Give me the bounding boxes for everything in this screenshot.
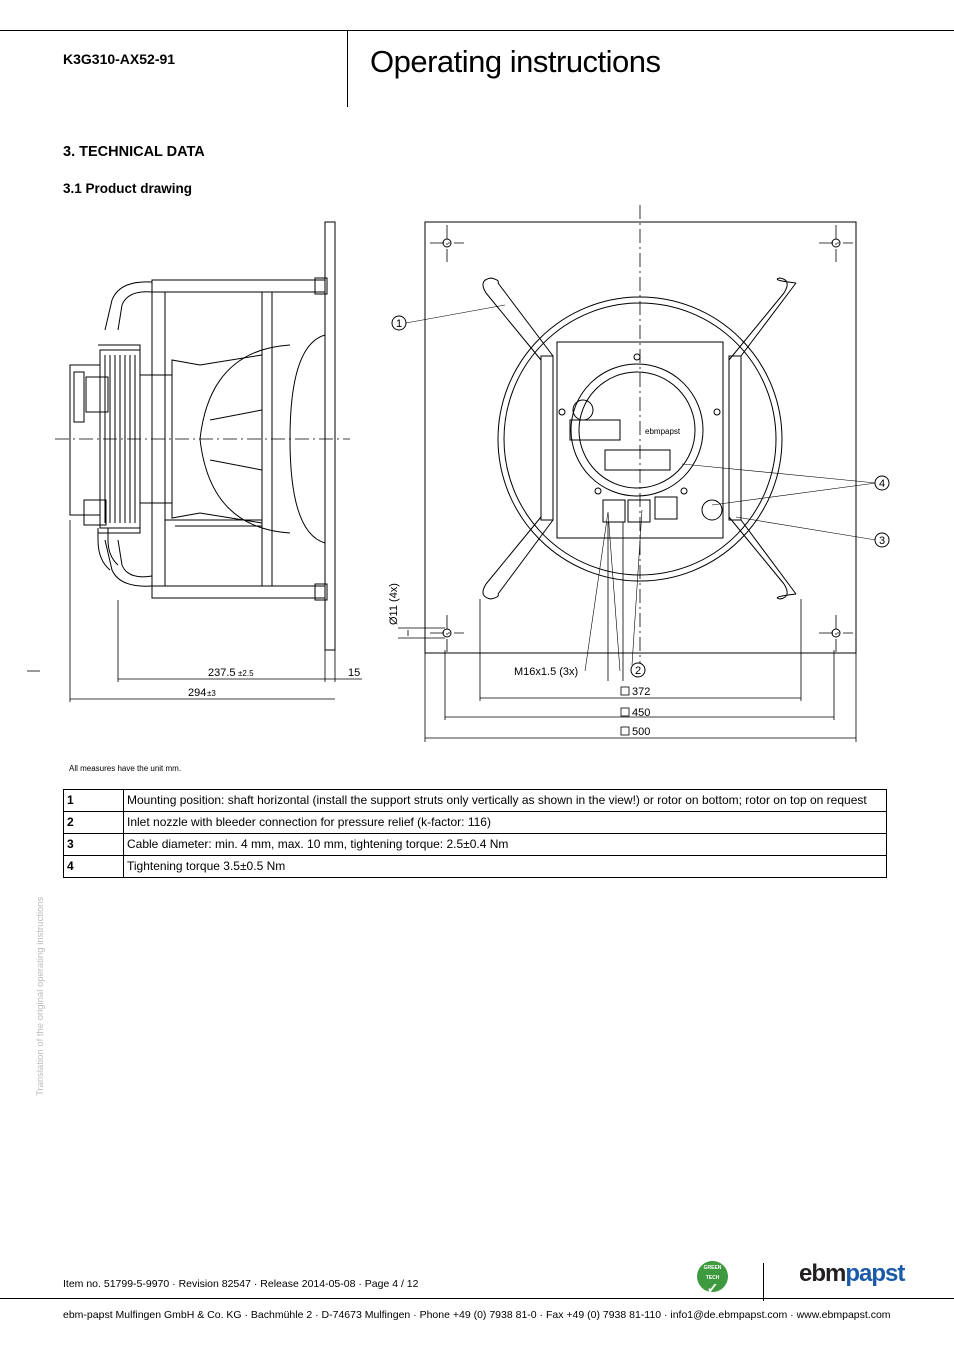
translation-side-note: Translation of the original operating instructions: [35, 896, 46, 1096]
note-text: Mounting position: shaft horizontal (install the support struts only vertically as shown in the view!) or rotor on bottom; rotor on top on request: [124, 790, 887, 812]
dim-237-5-tol: ±2.5: [238, 669, 254, 678]
callout-3: 3: [878, 535, 886, 547]
note-text: Cable diameter: min. 4 mm, max. 10 mm, tightening torque: 2.5±0.4 Nm: [124, 834, 887, 856]
subsection-title: 3.1 Product drawing: [63, 181, 193, 196]
logo-divider: [763, 1263, 764, 1301]
table-row: [64, 812, 887, 834]
header-divider: [347, 30, 348, 107]
logo-part-ebm: ebm: [799, 1260, 846, 1287]
note-number: 4: [64, 856, 124, 878]
footer-address: ebm-papst Mulfingen GmbH & Co. KG · Bachmühle 2 · D-74673 Mulfingen · Phone +49 (0) 7938 81-0 · Fax +49 (0) 7938 81-110 · info1@de.ebmpapst.com · www.ebmpapst.com: [63, 1309, 891, 1321]
document-title: Operating instructions: [370, 44, 661, 79]
units-note: All measures have the unit mm.: [69, 764, 182, 773]
note-number: 3: [64, 834, 124, 856]
green-tech-badge-icon: [697, 1261, 728, 1296]
note-number: 2: [64, 812, 124, 834]
dim-237-5: 237.5: [208, 667, 236, 679]
dim-thread: M16x1.5 (3x): [514, 666, 579, 678]
callout-1: 1: [395, 318, 403, 330]
green-tech-word-1: GREEN: [703, 1265, 722, 1271]
check-icon: ✓: [706, 1280, 719, 1296]
note-number: 1: [64, 790, 124, 812]
dim-450: 450: [632, 707, 651, 719]
footer-rule: [0, 1298, 954, 1299]
dim-500: 500: [632, 726, 651, 738]
front-view: [425, 222, 856, 653]
motor-logo-mark: ebmpapst: [645, 427, 681, 436]
dim-372: 372: [632, 686, 651, 698]
dim-294: 294: [188, 687, 207, 699]
table-row: [64, 790, 887, 812]
product-drawing: [0, 195, 954, 755]
dim-15: 15: [348, 667, 361, 679]
note-text: Inlet nozzle with bleeder connection for pressure relief (k-factor: 116): [124, 812, 887, 834]
table-row: [64, 834, 887, 856]
dim-294-tol: ±3: [207, 689, 216, 698]
green-tech-word-2: TECH: [705, 1275, 720, 1281]
logo-part-papst: papst: [845, 1260, 905, 1287]
note-text: Tightening torque 3.5±0.5 Nm: [124, 856, 887, 878]
dim-hole: Ø11 (4x): [388, 583, 400, 625]
callout-2: 2: [634, 665, 642, 677]
notes-table: [63, 789, 887, 878]
section-title: 3. TECHNICAL DATA: [63, 144, 205, 160]
footer-item-line: Item no. 51799-5-9970 · Revision 82547 · Release 2014-05-08 · Page 4 / 12: [63, 1278, 419, 1290]
header-rule: [0, 30, 954, 31]
company-logo: [799, 1260, 904, 1288]
document-code: K3G310-AX52-91: [63, 51, 176, 67]
side-view: [70, 222, 335, 650]
table-row: [64, 856, 887, 878]
callout-4: 4: [878, 478, 886, 490]
